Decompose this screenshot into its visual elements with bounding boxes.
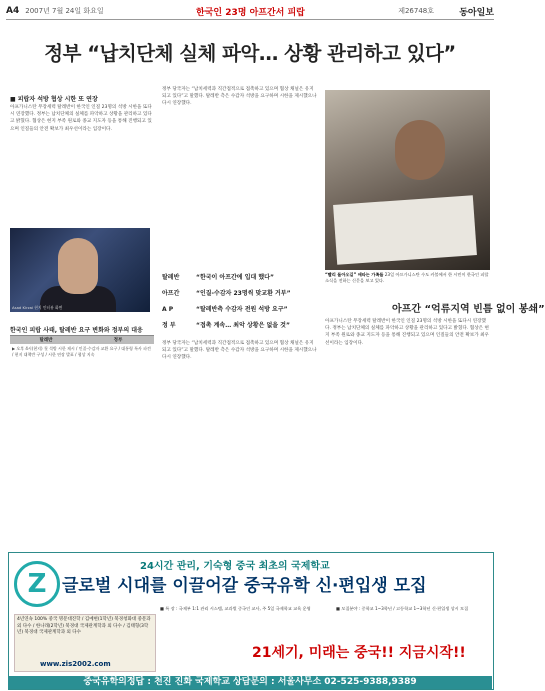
photo2-caption xyxy=(325,272,490,284)
article-body-left: 아프가니스탄 무장세력 탈레반이 한국인 인질 23명의 석방 시한을 또다시 연장했다. 정부는 납치단체의 실체를 파악하고 상황을 관리하고 있다고 밝혔다. 협상은 현지 부족 원로와 종교 지도자 등을 통해 진행되고 있으며 인질들의 안전 확보가 최우선이라는 입장이다. xyxy=(10,105,152,132)
ad-title: 글로벌 시대를 이끌어갈 중국유학 신·편입생 모집 xyxy=(62,576,427,596)
masthead-bar xyxy=(6,4,494,18)
photo2-caption-title: “빨리 돌아오길” 애타는 가족들 xyxy=(325,272,384,277)
ad-recruit-info: ■ 모집분야 : 중학교 1~3학년 / 고등학교 1~3학년 신·편입생 상시 모집 xyxy=(336,606,469,611)
issue-date: 2007년 7월 24일 화요일 xyxy=(25,7,104,15)
ad-slogan: 21세기, 미래는 중국!! 지금시작!! xyxy=(252,645,466,661)
table-header-taliban: 탈레반 xyxy=(39,338,53,343)
photo-caption: Asad Kirzai 현지 인터뷰 화면 xyxy=(12,305,63,310)
reader-figure xyxy=(395,120,445,180)
table-title: 한국인 피랍 사태, 탈레반 요구 변화와 정부의 대응 xyxy=(10,327,143,334)
masthead-rule xyxy=(6,19,494,20)
table-header-govt: 정부 xyxy=(113,338,123,343)
ad-top-line: 24시간 관리, 기숙형 중국 최초의 국제학교 xyxy=(140,561,330,572)
page-number: A4 xyxy=(6,6,20,16)
paper-logo: 동아일보 xyxy=(459,7,494,18)
ad-features: ■ 특 장 : 국제부 1:1 관리 시스템, 교과별 중국인 교사, 주 5일 국제학교 교육 운영 xyxy=(160,606,311,611)
issue-number: 제26748호 xyxy=(398,7,434,15)
interview-photo xyxy=(10,228,150,312)
ad-results-box: 4년연속 100% 중국 명문대진학 / 김예현(1학년) 북경청화대 중문과 외 다수 / 한나래(2학년) 북경대 국제관계학과 외 다수 / 김태형(3학년) 북경대 국제관계학과 외 다수 xyxy=(14,614,156,672)
article-body-lower: 정부 당국자는 “납치세력과 직간접적으로 접촉하고 있으며 협상 채널은 유지되고 있다”고 말했다. 탈레반 측은 수감자 석방을 요구하며 시한을 제시했으나 다시 연장했다. xyxy=(162,341,317,361)
quote-row: 아프간 “인질-수감자 23명씩 맞교환 거부” xyxy=(162,290,291,297)
timeline-table xyxy=(10,335,154,506)
quote-row: 정 부 “접촉 계속… 최악 상황은 없을 것” xyxy=(162,322,290,329)
section-title: 한국인 23명 아프간서 피랍 xyxy=(196,7,305,18)
quote-row: A P “탈레반측 수감자 전원 석방 요구” xyxy=(162,306,288,313)
subheadline: 아프간 “억류지역 빈틈 없이 봉쇄” xyxy=(392,304,545,315)
ad-footer: 중국유학의정답 : 천진 진화 국제학교 상담문의 : 서울사무소 02-525-9388,9389 xyxy=(8,676,492,689)
article-kicker: ■ 피랍자 석방 협상 시한 또 연장 xyxy=(10,96,98,103)
article-body-mid: 정부 당국자는 “납치세력과 직간접적으로 접촉하고 있으며 협상 채널은 유지되고 있다”고 말했다. 탈레반 측은 수감자 석방을 요구하며 시한을 제시했으나 다시 연장했다. xyxy=(162,87,317,107)
quote-row: 탈레반 “한국이 아프간에 입대 했다” xyxy=(162,274,274,281)
table-rows: ▶ 오후 4시(현지) 첫 석방 시한 제시 / 인질-수감자 교환 요구 / 대통령 특사 파견 / 현지 대책반 구성 / 시한 연장 발표 / 협상 지속 xyxy=(12,346,151,357)
photo2-caption-text: 23일 아프가니스탄 수도 카불에서 한 시민이 한국인 피랍 소식을 전하는 신문을 보고 있다. xyxy=(325,272,489,283)
newspaper-image xyxy=(333,195,477,265)
article-headline: 정부 “납치단체 실체 파악… 상황 관리하고 있다” xyxy=(44,42,456,65)
school-logo-icon: Z xyxy=(14,561,60,607)
quote-box xyxy=(162,270,330,334)
table-header xyxy=(10,336,154,344)
ad-url-link[interactable]: www.zis2002.com xyxy=(40,660,111,668)
article-body-right: 아프가니스탄 무장세력 탈레반이 한국인 인질 23명의 석방 시한을 또다시 연장했다. 정부는 납치단체의 실체를 파악하고 상황을 관리하고 있다고 밝혔다. 협상은 현지 부족 원로와 종교 지도자 등을 통해 진행되고 있으며 인질들의 안전 확보가 최우선이라는 입장이다. xyxy=(325,319,489,346)
newspaper-reader-photo xyxy=(325,90,490,270)
person-face xyxy=(58,238,98,294)
